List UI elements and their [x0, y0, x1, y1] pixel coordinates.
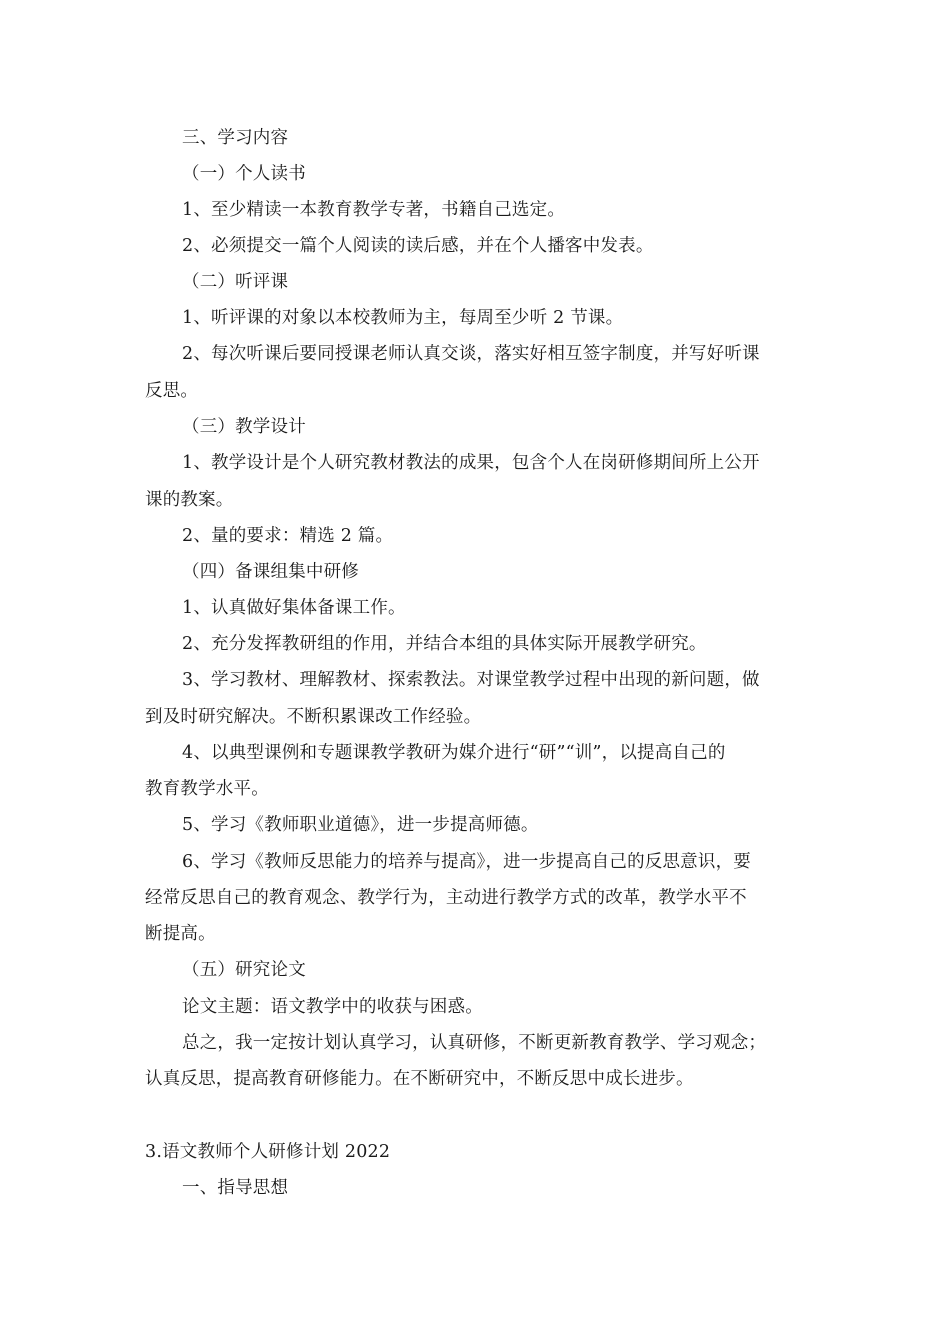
paragraph-line: 1、听评课的对象以本校教师为主，每周至少听 2 节课。 [182, 308, 624, 328]
paragraph-line: 2、必须提交一篇个人阅读的读后感，并在个人播客中发表。 [182, 236, 654, 256]
paragraph-line: 课的教案。 [145, 490, 234, 510]
paragraph-line: 2、每次听课后要同授课老师认真交谈，落实好相互签字制度，并写好听课 [182, 344, 760, 364]
subsection-heading: （一）个人读书 [182, 164, 306, 184]
subsection-heading: （二）听评课 [182, 272, 289, 292]
paragraph-line: 总之，我一定按计划认真学习，认真研修，不断更新教育教学、学习观念； [182, 1033, 767, 1053]
subsection-heading: （四）备课组集中研修 [182, 562, 359, 582]
subsection-heading: （三）教学设计 [182, 417, 306, 437]
section-heading: 一、指导思想 [182, 1178, 289, 1198]
paragraph-line: 1、至少精读一本教育教学专著，书籍自己选定。 [182, 200, 566, 220]
paragraph-line: 3、学习教材、理解教材、探索教法。对课堂教学过程中出现的新问题，做 [182, 670, 760, 690]
paragraph-line: 到及时研究解决。不断积累课改工作经验。 [145, 707, 482, 727]
paragraph-line: 反思。 [145, 381, 199, 401]
paragraph-line: 1、教学设计是个人研究教材教法的成果，包含个人在岗研修期间所上公开 [182, 453, 760, 473]
document-title: 3.语文教师个人研修计划 2022 [145, 1142, 391, 1162]
paragraph-line: 2、充分发挥教研组的作用，并结合本组的具体实际开展教学研究。 [182, 634, 707, 654]
section-heading: 三、学习内容 [182, 128, 289, 148]
subsection-heading: （五）研究论文 [182, 960, 306, 980]
paragraph-line: 2、量的要求：精选 2 篇。 [182, 526, 394, 546]
paragraph-line: 5、学习《教师职业道德》，进一步提高师德。 [182, 815, 539, 835]
paragraph-line: 1、认真做好集体备课工作。 [182, 598, 406, 618]
paragraph-line: 6、学习《教师反思能力的培养与提高》，进一步提高自己的反思意识，要 [182, 852, 751, 872]
paragraph-line: 认真反思，提高教育研修能力。在不断研究中，不断反思中成长进步。 [145, 1069, 694, 1089]
paragraph-line: 经常反思自己的教育观念、教学行为，主动进行教学方式的改革，教学水平不 [145, 888, 747, 908]
paragraph-line: 论文主题：语文教学中的收获与困惑。 [182, 997, 483, 1017]
paragraph-line: 断提高。 [145, 924, 216, 944]
paragraph-line: 教育教学水平。 [145, 779, 269, 799]
paragraph-line: 4、以典型课例和专题课教学教研为媒介进行“研”“训”，以提高自己的 [182, 743, 726, 763]
